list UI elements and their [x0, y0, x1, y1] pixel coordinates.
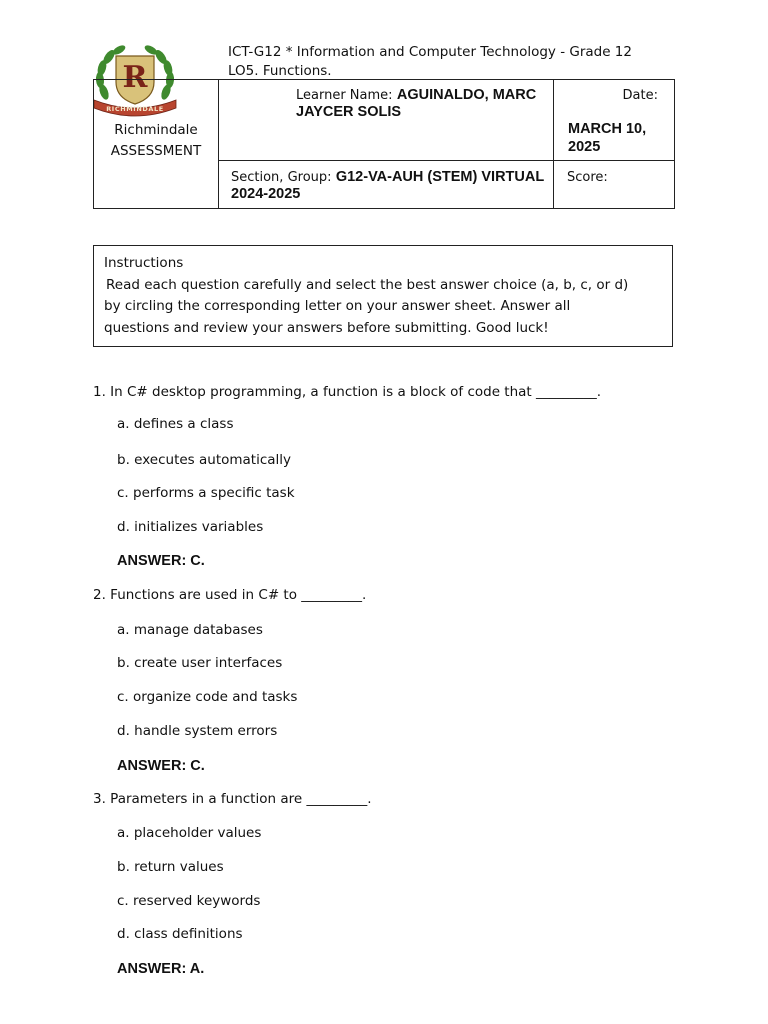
question-stem: 1. In C# desktop programming, a function is a block of code that _________.: [93, 384, 602, 400]
answer-choice-c[interactable]: c. performs a specific task: [117, 485, 295, 501]
school-name: Richmindale: [114, 122, 198, 138]
instructions-line: Read each question carefully and select the best answer choice (a, b, c, or d): [106, 276, 629, 293]
score-label: Score:: [567, 170, 608, 185]
answer-choice-b[interactable]: b. executes automatically: [117, 452, 292, 468]
question-stem: 2. Functions are used in C# to _________.: [93, 587, 367, 603]
answer-choice-d[interactable]: d. class definitions: [117, 926, 243, 942]
learner-name-cell: [296, 87, 546, 121]
assessment-label: ASSESSMENT: [110, 143, 202, 159]
date-label: Date:: [622, 88, 658, 103]
answer-choice-a[interactable]: a. placeholder values: [117, 825, 262, 841]
answer-choice-c[interactable]: c. reserved keywords: [117, 893, 261, 909]
answer-key: ANSWER: C.: [117, 553, 205, 569]
section-cell: [231, 169, 551, 203]
instructions-title: Instructions: [104, 255, 184, 271]
question-stem: 3. Parameters in a function are _________.: [93, 791, 372, 807]
lesson-title: LO5. Functions.: [228, 63, 332, 79]
svg-text:RICHMINDALE: RICHMINDALE: [106, 105, 164, 113]
answer-choice-b[interactable]: b. return values: [117, 859, 224, 875]
instructions-line: by circling the corresponding letter on your answer sheet. Answer all: [104, 298, 571, 314]
answer-choice-c[interactable]: c. organize code and tasks: [117, 689, 298, 705]
svg-text:R: R: [122, 60, 148, 95]
question-1: [93, 383, 693, 569]
table-divider: [218, 160, 674, 161]
learner-name-value: AGUINALDO, MARC JAYCER SOLIS: [296, 87, 537, 120]
table-divider: [553, 80, 554, 208]
date-value: MARCH 10, 2025: [568, 121, 647, 155]
answer-choice-d[interactable]: d. initializes variables: [117, 519, 264, 535]
instructions-line: questions and review your answers before submitting. Good luck!: [104, 319, 549, 336]
learner-info-table: [93, 79, 675, 209]
answer-key: ANSWER: A.: [117, 961, 205, 977]
answer-choice-a[interactable]: a. defines a class: [117, 416, 234, 432]
school-name-cell: [94, 120, 218, 162]
table-divider: [218, 80, 219, 208]
answer-choice-b[interactable]: b. create user interfaces: [117, 655, 283, 671]
section-label: Section, Group:: [231, 170, 332, 185]
instructions-box: [93, 245, 673, 347]
document-header: [228, 43, 632, 81]
answer-key: ANSWER: C.: [117, 758, 205, 774]
question-3: [93, 790, 693, 977]
answer-choice-a[interactable]: a. manage databases: [117, 622, 263, 638]
answer-choice-d[interactable]: d. handle system errors: [117, 723, 278, 739]
section-value: G12-VA-AUH (STEM) VIRTUAL 2024-2025: [231, 169, 544, 202]
learner-name-label: Learner Name:: [296, 88, 393, 103]
course-title: ICT-G12 * Information and Computer Technology - Grade 12: [228, 44, 632, 60]
question-2: [93, 586, 693, 774]
